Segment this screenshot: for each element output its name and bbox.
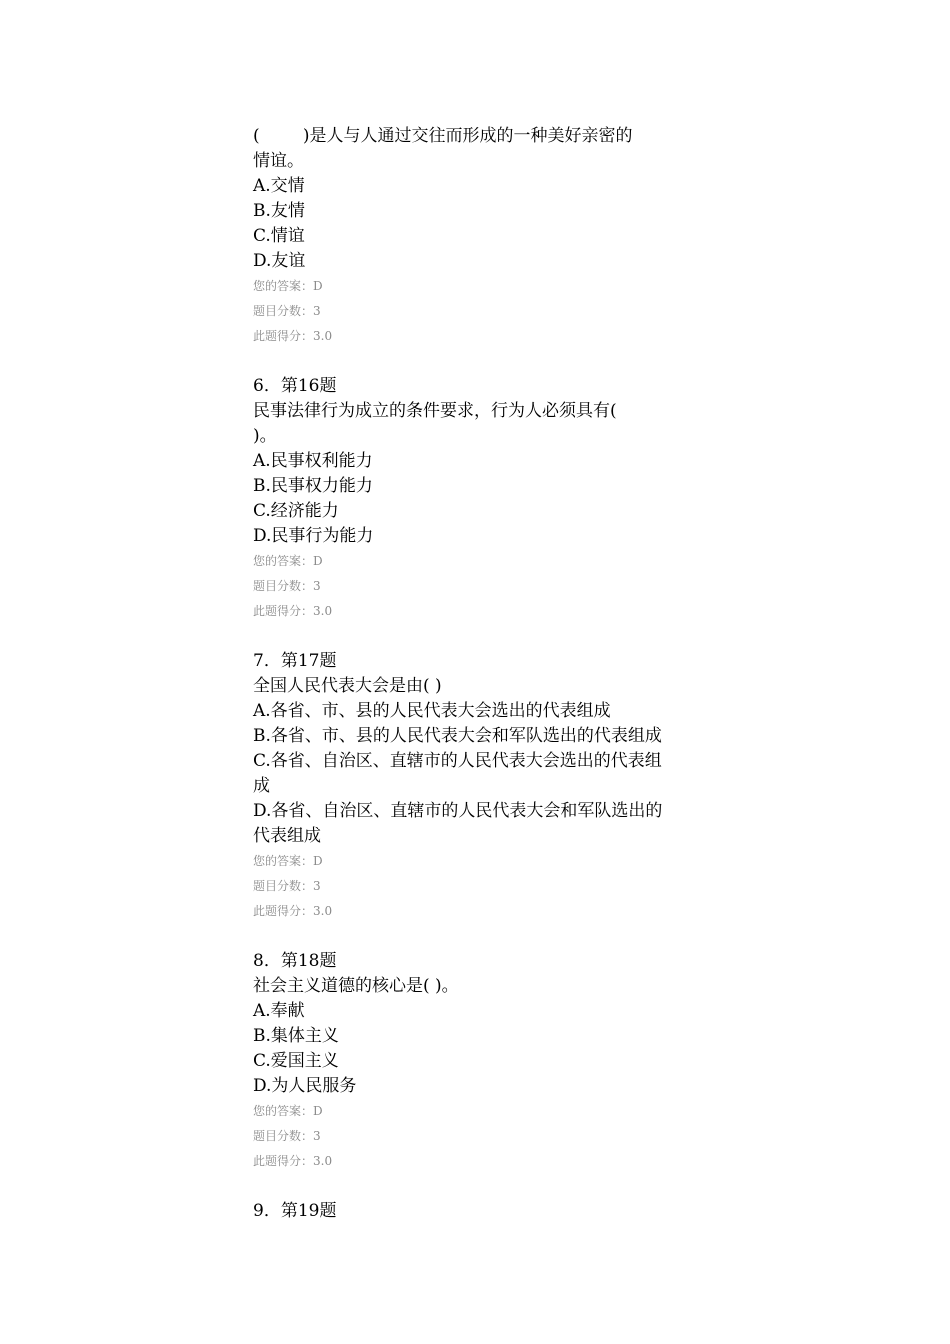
option-b: B.集体主义 xyxy=(253,1026,339,1046)
question-stem: )。 xyxy=(253,426,277,446)
question-block xyxy=(253,949,713,1174)
option-c: C.经济能力 xyxy=(253,501,339,521)
question-block xyxy=(253,649,713,924)
question-block xyxy=(253,374,713,624)
question-stem: ( )是人与人通过交往而形成的一种美好亲密的 xyxy=(253,126,633,146)
option-b: B.民事权力能力 xyxy=(253,476,373,496)
question-block xyxy=(253,124,713,349)
spacer xyxy=(253,624,713,649)
option-d: D.各省、自治区、直辖市的人民代表大会和军队选出的 xyxy=(253,801,663,821)
option-c-continued: 成 xyxy=(253,776,270,796)
option-d-continued: 代表组成 xyxy=(253,826,321,846)
document-page xyxy=(253,124,713,1224)
question-heading: 8．第18题 xyxy=(253,951,337,971)
option-c: C.情谊 xyxy=(253,226,305,246)
question-block xyxy=(253,1199,713,1224)
question-heading: 7．第17题 xyxy=(253,651,337,671)
your-answer: 您的答案：D xyxy=(253,854,323,868)
option-b: B.友情 xyxy=(253,201,305,221)
option-a: A.民事权利能力 xyxy=(253,451,373,471)
option-a: A.各省、市、县的人民代表大会选出的代表组成 xyxy=(253,701,611,721)
question-stem: 情谊。 xyxy=(253,151,304,171)
option-c: C.各省、自治区、直辖市的人民代表大会选出的代表组 xyxy=(253,751,662,771)
option-d: D.友谊 xyxy=(253,251,306,271)
question-heading: 9．第19题 xyxy=(253,1201,337,1221)
spacer xyxy=(253,349,713,374)
option-d: D.为人民服务 xyxy=(253,1076,357,1096)
your-answer: 您的答案：D xyxy=(253,554,323,568)
question-stem: 民事法律行为成立的条件要求，行为人必须具有( xyxy=(253,401,617,421)
spacer xyxy=(253,1174,713,1199)
question-score: 此题得分：3.0 xyxy=(253,1154,333,1168)
question-score: 此题得分：3.0 xyxy=(253,904,333,918)
spacer xyxy=(253,924,713,949)
question-points: 题目分数：3 xyxy=(253,304,321,318)
question-stem: 社会主义道德的核心是( )。 xyxy=(253,976,459,996)
option-a: A.交情 xyxy=(253,176,305,196)
your-answer: 您的答案：D xyxy=(253,279,323,293)
option-c: C.爱国主义 xyxy=(253,1051,339,1071)
question-points: 题目分数：3 xyxy=(253,579,321,593)
option-d: D.民事行为能力 xyxy=(253,526,374,546)
question-heading: 6．第16题 xyxy=(253,376,337,396)
question-points: 题目分数：3 xyxy=(253,879,321,893)
your-answer: 您的答案：D xyxy=(253,1104,323,1118)
question-points: 题目分数：3 xyxy=(253,1129,321,1143)
question-score: 此题得分：3.0 xyxy=(253,329,333,343)
option-a: A.奉献 xyxy=(253,1001,305,1021)
option-b: B.各省、市、县的人民代表大会和军队选出的代表组成 xyxy=(253,726,662,746)
question-score: 此题得分：3.0 xyxy=(253,604,333,618)
question-stem: 全国人民代表大会是由( ) xyxy=(253,676,442,696)
